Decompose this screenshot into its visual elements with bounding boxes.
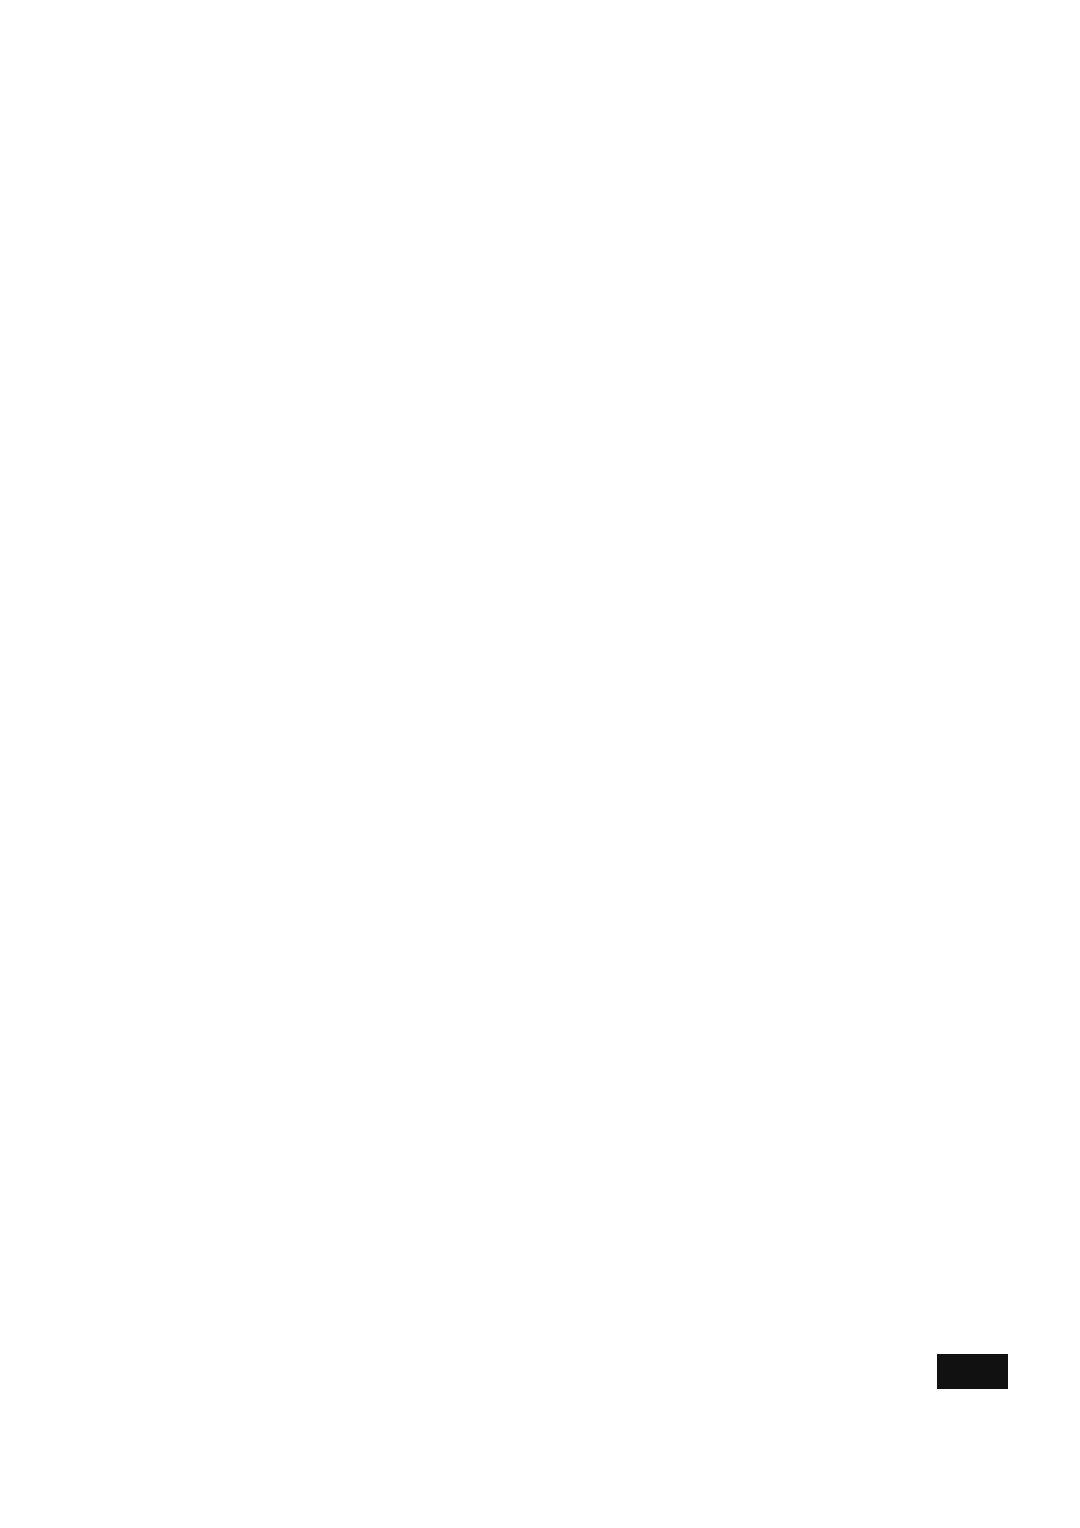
side-tabs (938, 155, 1008, 1275)
page-number (937, 1354, 1008, 1389)
